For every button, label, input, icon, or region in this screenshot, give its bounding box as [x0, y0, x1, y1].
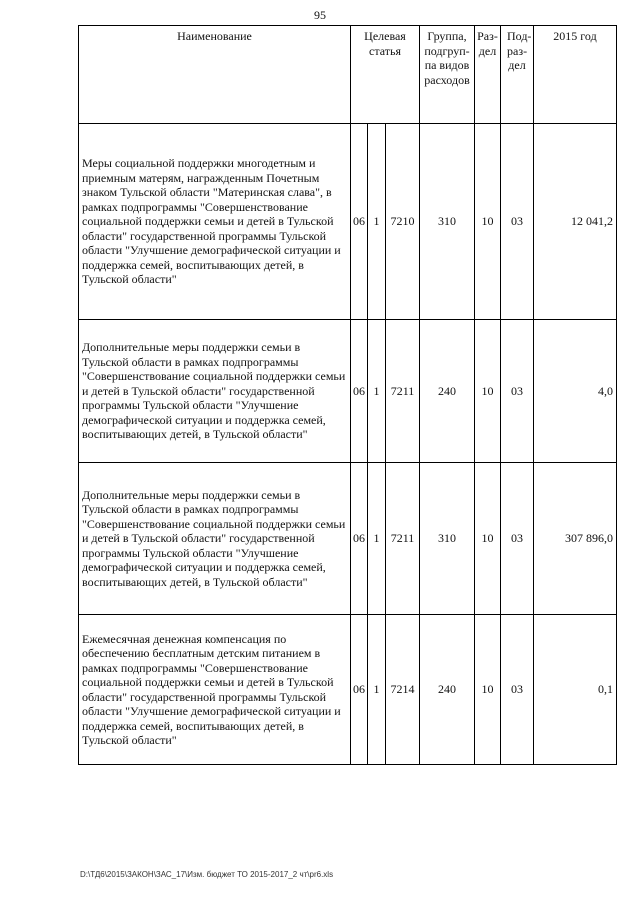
row-code-a: 06: [351, 615, 368, 765]
row-amount: 0,1: [534, 615, 617, 765]
row-code-c: 7210: [386, 124, 420, 320]
table-row: [79, 615, 617, 765]
row-subsection: 03: [501, 463, 534, 615]
row-amount: 307 896,0: [534, 463, 617, 615]
row-name: Дополнительные меры поддержки семьи в Тульской области в рамках подпрограммы "Совершенствование социальной поддержки семьи и детей в Тульской области" государственной программы Тульской области "Улучшение демографической ситуации и поддержка семей, воспитывающих детей, в Тульской области": [79, 463, 351, 615]
row-code-c: 7211: [386, 463, 420, 615]
row-name: Дополнительные меры поддержки семьи в Тульской области в рамках подпрограммы "Совершенствование социальной поддержки семьи и детей в Тульской области" государственной программы Тульской области "Улучшение демографической ситуации и поддержка семей, воспитывающих детей, в Тульской области": [79, 320, 351, 463]
file-path-footer: D:\ТД6\2015\ЗАКОН\ЗАС_17\Изм. бюджет ТО 2015-2017_2 чт\pr6.xls: [80, 870, 334, 879]
header-row: [79, 26, 617, 124]
table-row: [79, 124, 617, 320]
row-name: Меры социальной поддержки многодетным и приемным матерям, награжденным Почетным знаком Тульской области "Материнская слава", в рамках подпрограммы "Совершенствование социальной поддержки семьи и детей в Тульской области" государственной программы Тульской области "Улучшение демографической ситуации и поддержка семей, воспитывающих детей, в Тульской области": [79, 124, 351, 320]
row-section: 10: [475, 124, 501, 320]
header-name: Наименование: [79, 26, 351, 124]
row-amount: 12 041,2: [534, 124, 617, 320]
row-code-a: 06: [351, 320, 368, 463]
table-row: [79, 463, 617, 615]
row-code-b: 1: [368, 463, 386, 615]
header-section: Раз-дел: [475, 26, 501, 124]
header-target-article: Целевая статья: [351, 26, 420, 124]
row-subsection: 03: [501, 320, 534, 463]
header-subsection: Под-раз-дел: [501, 26, 534, 124]
row-section: 10: [475, 320, 501, 463]
row-code-b: 1: [368, 615, 386, 765]
row-section: 10: [475, 615, 501, 765]
row-subsection: 03: [501, 124, 534, 320]
row-code-a: 06: [351, 124, 368, 320]
row-group: 310: [420, 124, 475, 320]
row-subsection: 03: [501, 615, 534, 765]
table-row: [79, 320, 617, 463]
row-code-a: 06: [351, 463, 368, 615]
row-amount: 4,0: [534, 320, 617, 463]
header-group: Группа, подгруп-па видов расходов: [420, 26, 475, 124]
row-code-b: 1: [368, 124, 386, 320]
row-name: Ежемесячная денежная компенсация по обеспечению бесплатным детским питанием в рамках подпрограммы "Совершенствование социальной поддержки семьи и детей в Тульской области" государственной программы Тульской области "Улучшение демографической ситуации и поддержка семей, воспитывающих детей, в Тульской области": [79, 615, 351, 765]
row-group: 240: [420, 615, 475, 765]
row-section: 10: [475, 463, 501, 615]
budget-table: [78, 25, 617, 765]
header-year: 2015 год: [534, 26, 617, 124]
page-number: 95: [314, 8, 326, 22]
row-group: 310: [420, 463, 475, 615]
row-code-c: 7214: [386, 615, 420, 765]
row-code-c: 7211: [386, 320, 420, 463]
row-group: 240: [420, 320, 475, 463]
row-code-b: 1: [368, 320, 386, 463]
